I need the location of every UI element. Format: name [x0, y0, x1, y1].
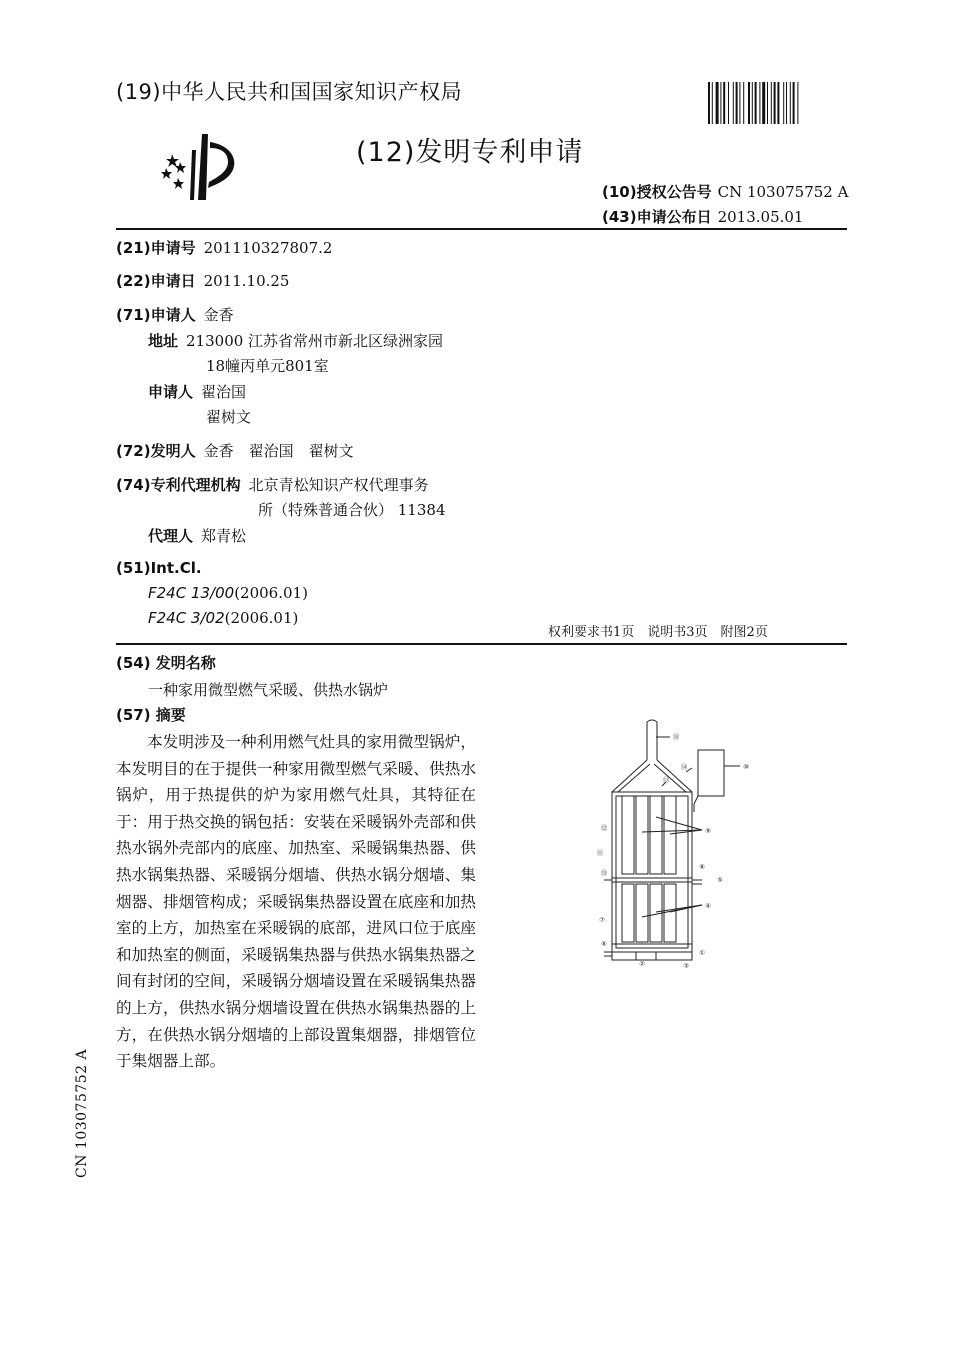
barcode-bar: [774, 82, 776, 124]
agent-row: [148, 525, 246, 546]
barcode-bar: [759, 82, 760, 124]
application-number-row: [116, 237, 332, 258]
middle-divider: [116, 643, 847, 645]
intcl-row: [116, 559, 202, 577]
applicant-2-label: 申请人: [148, 383, 194, 401]
abstract-text: 本发明涉及一种利用燃气灶具的家用微型锅炉，本发明目的在于提供一种家用微型燃气采暖、供热水锅炉，用于热提供的炉为家用燃气灶具，其特征在于：用于热交换的锅包括：安装在采暖锅外壳部和供热水锅外壳部内的底座、加热室、采暖锅集热器、供热水锅集热器、采暖锅分烟墙、供热水锅分烟墙、集烟器、排烟管构成；采暖锅集热器设置在底座和加热室的上方，加热室在采暖锅的底部，进风口位于底座和加热室的侧面，采暖锅集热器与供热水锅集热器之间有封闭的空间，采暖锅分烟墙设置在采暖锅集热器的上方，供热水锅分烟墙设置在供热水锅集热器的上方，在供热水锅分烟墙的上部设置集烟器，排烟管位于集烟器上部。: [116, 733, 476, 1071]
barcode-bar: [771, 82, 772, 124]
abstract-label-text: (57) 摘要: [116, 706, 186, 724]
document-type: (12)发明专利申请: [356, 137, 584, 168]
page-counts: 权利要求书1页 说明书3页 附图2页: [548, 625, 768, 640]
barcode-bar: [733, 82, 734, 124]
application-date: 2011.10.25: [203, 272, 290, 290]
agent: 郑青松: [201, 527, 247, 545]
publication-number: CN 103075752 A: [717, 183, 849, 201]
publication-date-row: [602, 206, 803, 227]
ipc-2-code: F24C 3/02: [148, 609, 225, 627]
barcode-bar: [743, 82, 744, 124]
label-6: ⑥: [601, 940, 607, 948]
barcode-bar: [723, 82, 725, 124]
applicant-2: 翟治国: [201, 383, 247, 401]
barcode-bar: [728, 82, 729, 124]
barcode-bar: [739, 82, 740, 124]
applicant-3: 翟树文: [206, 408, 252, 426]
publication-date-label: (43)申请公布日: [602, 208, 712, 226]
label-15: ⑮: [600, 869, 608, 877]
ipc-1: [148, 584, 308, 602]
application-date-label: (22)申请日: [116, 272, 196, 290]
agency-row: [116, 474, 429, 495]
applicant-1: 金香: [203, 306, 234, 324]
label-11: ⑪: [596, 849, 604, 857]
address-row: [148, 330, 443, 351]
barcode-bar: [786, 82, 787, 124]
ipc-2: [148, 609, 298, 627]
barcode-bar: [748, 82, 750, 124]
inventor-label: (72)发明人: [116, 442, 196, 460]
barcode-bar: [716, 82, 719, 124]
barcode-bar: [777, 82, 779, 124]
application-number-label: (21)申请号: [116, 239, 196, 257]
label-7: ⑦: [599, 916, 605, 924]
publication-number-row: [602, 181, 848, 202]
barcode-bar: [720, 82, 721, 124]
address-label: 地址: [148, 332, 179, 350]
publication-date: 2013.05.01: [717, 208, 804, 226]
applicant-2-row: [148, 381, 246, 402]
label-12: ⑫: [600, 824, 608, 832]
label-14: ⑭: [680, 763, 688, 771]
barcode-bar: [797, 82, 798, 124]
applicant-row: [116, 304, 234, 325]
barcode-bar: [767, 82, 768, 124]
issuing-office: (19)中华人民共和国国家知识产权局: [116, 80, 463, 104]
publication-number-label: (10)授权公告号: [602, 183, 712, 201]
agency-label: (74)专利代理机构: [116, 476, 241, 494]
label-8: ⑧: [699, 863, 705, 871]
ipc-1-code: F24C 13/00: [148, 584, 235, 602]
barcode-bar: [752, 82, 753, 124]
label-9: ⑨: [705, 827, 711, 835]
label-3: ③: [683, 962, 689, 970]
label-2: ②: [639, 960, 645, 968]
address-line-2: 18幢丙单元801室: [206, 357, 329, 375]
inventor-row: [116, 440, 354, 461]
barcode-bar: [762, 82, 765, 124]
applicant-label: (71)申请人: [116, 306, 196, 324]
application-number: 201110327807.2: [203, 239, 333, 257]
barcode-bar: [790, 82, 791, 124]
invention-title: 一种家用微型燃气采暖、供热水锅炉: [148, 681, 389, 699]
agency-line-1: 北京青松知识产权代理事务: [248, 476, 429, 494]
office-logo-icon: [158, 132, 244, 202]
ipc-1-version: (2006.01): [234, 584, 308, 602]
barcode-bar: [712, 82, 713, 124]
agent-label: 代理人: [148, 527, 194, 545]
application-date-row: [116, 270, 289, 291]
intcl-label: (51)Int.Cl.: [116, 559, 202, 577]
label-16: ⑯: [672, 733, 680, 741]
label-13: ⑬: [662, 776, 670, 784]
barcode-bar: [708, 82, 710, 124]
barcode-bar: [783, 82, 784, 124]
title-label-text: (54) 发明名称: [116, 654, 216, 672]
barcode-bar: [736, 82, 738, 124]
ipc-2-version: (2006.01): [224, 609, 299, 627]
address-line-1: 213000 江苏省常州市新北区绿洲家园: [186, 332, 444, 350]
inventors: 金香 翟治国 翟树文: [203, 442, 354, 460]
agency-line-2: 所（特殊普通合伙） 11384: [258, 501, 446, 519]
label-10: ⑩: [743, 763, 749, 771]
abstract-label: [116, 704, 186, 725]
barcode-bar: [755, 82, 757, 124]
label-5: ⑤: [717, 876, 723, 884]
label-4: ④: [705, 902, 711, 910]
barcode: [707, 82, 847, 124]
label-1: ①: [699, 949, 705, 957]
top-divider: [116, 228, 847, 230]
boiler-diagram: [590, 712, 750, 977]
side-publication-number: CN 103075752 A: [74, 1048, 90, 1178]
barcode-bar: [793, 82, 795, 124]
title-label: [116, 652, 216, 673]
